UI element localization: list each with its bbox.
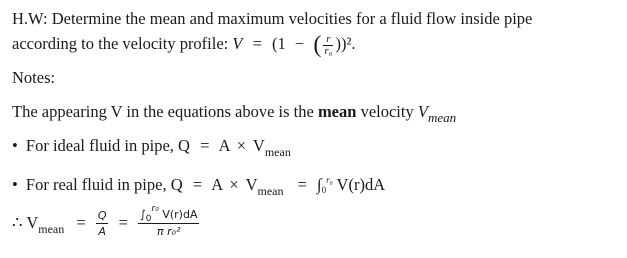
real-eq: =	[192, 175, 203, 194]
q-den: A	[98, 224, 106, 238]
profile-lhs: V	[232, 33, 243, 53]
real-V: V	[245, 175, 258, 194]
t-int-upper: r₀	[151, 204, 159, 214]
profile-text: according to the velocity profile:	[12, 33, 229, 53]
integral-denominator: π r₀²	[157, 225, 181, 238]
appearing-bold: mean	[317, 102, 357, 121]
real-sub: mean	[257, 184, 284, 198]
real-eq2: =	[297, 175, 307, 194]
real-integrand: V(r)dA	[336, 175, 386, 194]
appearing-line	[12, 102, 457, 125]
ideal-A: A	[218, 136, 230, 155]
hw-label: H.W:	[12, 9, 48, 28]
ideal-line	[12, 136, 291, 159]
ideal-text: For ideal fluid in pipe, Q	[25, 136, 190, 155]
appearing-pre: The appearing V in the equations above is the	[12, 102, 314, 121]
therefore-eq: =	[76, 212, 86, 232]
hw-text: Determine the mean and maximum velocities for a fluid flow inside pipe	[51, 9, 533, 28]
therefore-eq2: =	[118, 212, 128, 232]
q-over-a-fraction	[96, 209, 109, 240]
therefore-symbol: ∴	[12, 212, 23, 232]
real-A: A	[211, 175, 223, 194]
t-int-body: V(r)dA	[162, 208, 198, 221]
r-over-r0-fraction	[323, 34, 333, 57]
ideal-sub: mean	[264, 145, 291, 159]
frac-num: r	[323, 34, 333, 46]
profile-line	[12, 33, 356, 57]
real-int-lower: 0	[321, 185, 327, 195]
notes-heading	[12, 68, 55, 88]
t-int-lower: 0	[145, 214, 152, 224]
hw-line	[12, 9, 532, 29]
appearing-V: V	[417, 102, 428, 121]
real-text: For real fluid in pipe, Q	[25, 175, 183, 194]
therefore-sub: mean	[38, 221, 65, 236]
real-integral: ∫	[317, 175, 322, 194]
appearing-post: velocity	[360, 102, 414, 121]
paren-open: (	[313, 32, 322, 58]
integral-fraction	[138, 204, 199, 240]
profile-minus: −	[294, 33, 305, 53]
profile-eq: =	[252, 33, 262, 53]
profile-open: (1	[272, 33, 286, 53]
therefore-V: V	[26, 212, 39, 232]
real-bullet: •	[12, 175, 18, 194]
real-int-upper: r₀	[326, 175, 333, 185]
notes-label: Notes:	[12, 68, 56, 87]
ideal-eq: =	[200, 136, 210, 155]
therefore-line	[12, 204, 202, 240]
real-line	[12, 175, 386, 198]
q-num: Q	[97, 208, 107, 222]
real-times: ×	[229, 175, 239, 194]
ideal-V: V	[252, 136, 265, 155]
frac-den: r₀	[324, 44, 333, 57]
t-integral: ∫	[140, 208, 146, 221]
integral-numerator	[138, 204, 199, 224]
appearing-sub: mean	[427, 110, 457, 125]
ideal-times: ×	[236, 136, 247, 155]
ideal-bullet: •	[12, 136, 18, 155]
profile-close: ))².	[335, 33, 356, 53]
